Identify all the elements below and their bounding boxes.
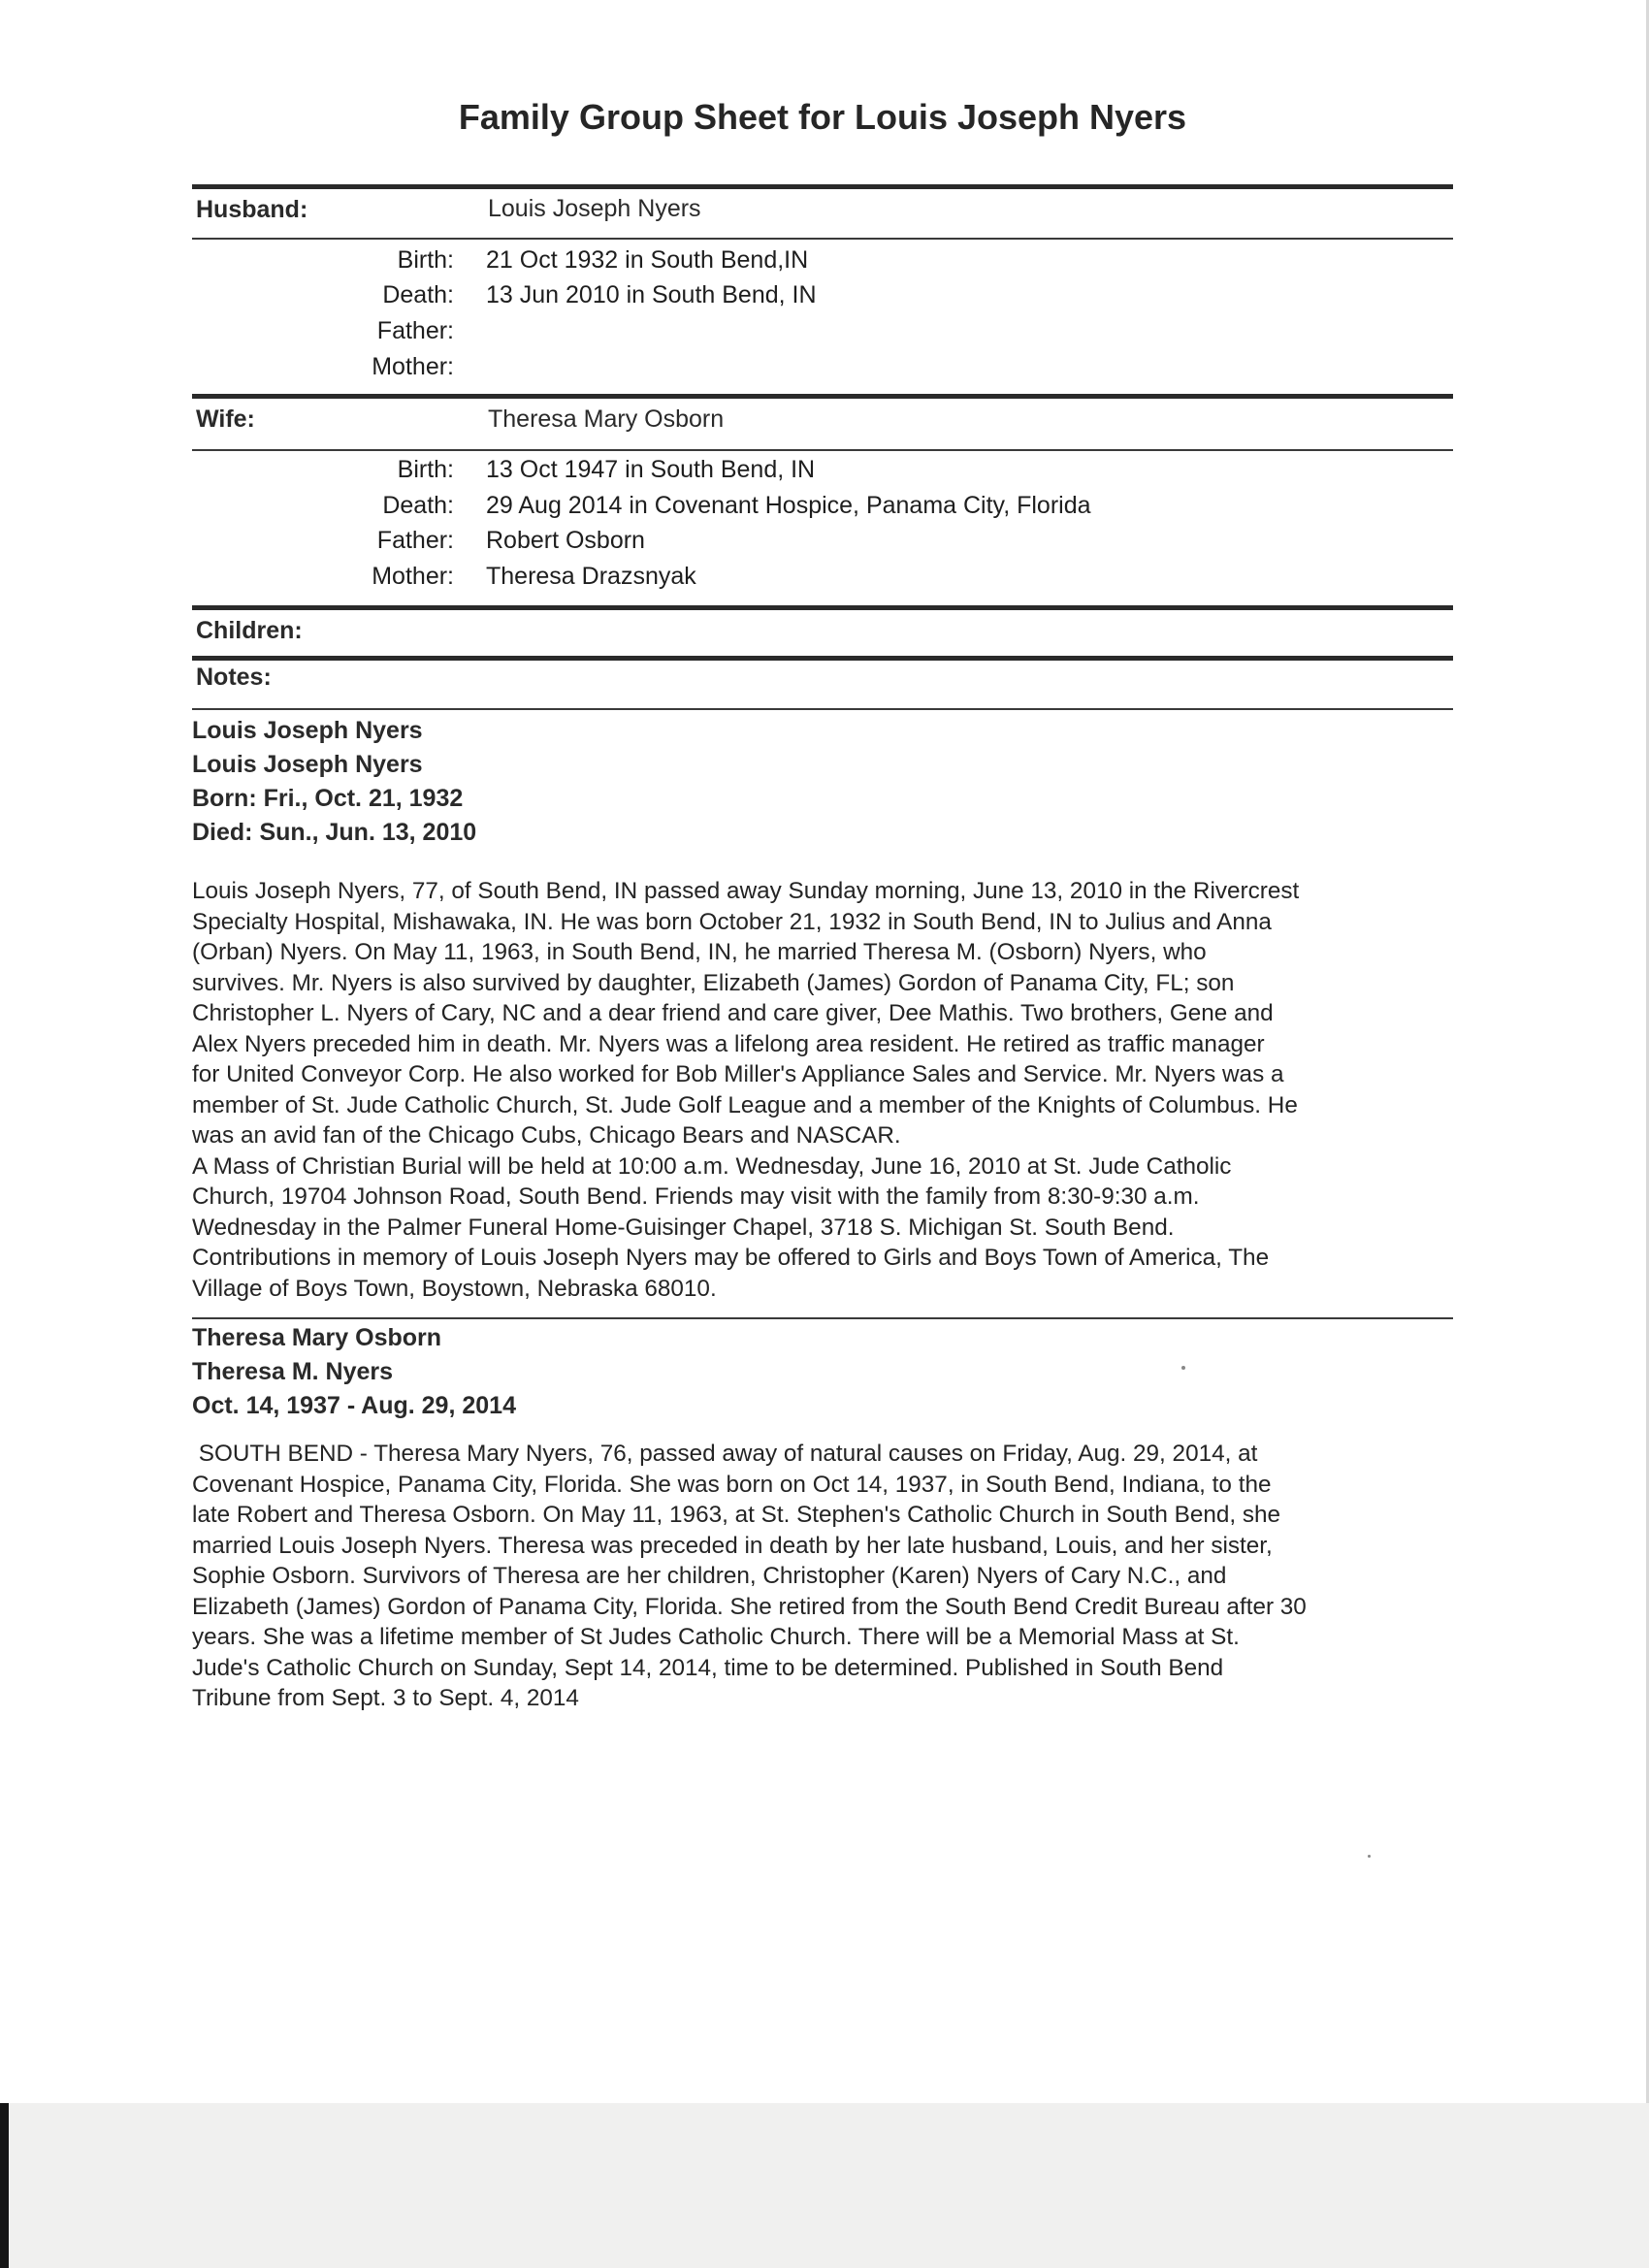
death-label: Death: <box>382 281 454 308</box>
husband-death-row <box>192 281 1453 316</box>
note-line: Tribune from Sept. 3 to Sept. 4, 2014 <box>192 1685 579 1711</box>
husband-birth-value: 21 Oct 1932 in South Bend,IN <box>486 246 809 274</box>
wife-death-row <box>192 492 1453 527</box>
wife-father-value: Robert Osborn <box>486 527 645 554</box>
note-heading-line: Louis Joseph Nyers <box>192 751 423 778</box>
father-label: Father: <box>376 527 454 554</box>
note-line: Alex Nyers preceded him in death. Mr. Nyers was a lifelong area resident. He retired as traffic manager <box>192 1030 1265 1057</box>
husband-mother-row <box>192 353 1453 388</box>
wife-birth-row <box>192 456 1453 491</box>
children-label: Children: <box>196 617 303 644</box>
notes-label: Notes: <box>196 664 272 691</box>
section-divider <box>192 449 1453 451</box>
note-line: Wednesday in the Palmer Funeral Home-Guisinger Chapel, 3718 S. Michigan St. South Bend. <box>192 1214 1175 1241</box>
note-line: years. She was a lifetime member of St Judes Catholic Church. There will be a Memorial Mass at St. <box>192 1624 1240 1650</box>
section-rule <box>192 184 1453 189</box>
note-line: member of St. Jude Catholic Church, St. Jude Golf League and a member of the Knights of Columbus. He <box>192 1091 1298 1118</box>
scan-speck <box>1181 1366 1185 1370</box>
section-rule <box>192 656 1453 661</box>
note-line: Village of Boys Town, Boystown, Nebraska 68010. <box>192 1275 717 1302</box>
mother-label: Mother: <box>372 353 454 380</box>
note-heading-line: Born: Fri., Oct. 21, 1932 <box>192 785 464 812</box>
note-line: was an avid fan of the Chicago Cubs, Chicago Bears and NASCAR. <box>192 1122 901 1149</box>
note-line: (Orban) Nyers. On May 11, 1963, in South Bend, IN, he married Theresa M. (Osborn) Nyers, who <box>192 939 1207 965</box>
wife-birth-value: 13 Oct 1947 in South Bend, IN <box>486 456 816 483</box>
note-line: Elizabeth (James) Gordon of Panama City, Florida. She retired from the South Bend Credit Bureau after 30 <box>192 1593 1307 1620</box>
note-line: Christopher L. Nyers of Cary, NC and a dear friend and care giver, Dee Mathis. Two brothers, Gene and <box>192 1000 1274 1026</box>
note-divider <box>192 1317 1453 1319</box>
wife-name: Theresa Mary Osborn <box>488 405 725 433</box>
note-line: late Robert and Theresa Osborn. On May 11, 1963, at St. Stephen's Catholic Church in South Bend, she <box>192 1502 1281 1528</box>
scanner-bed-margin <box>0 2103 1649 2268</box>
scan-speck <box>1368 1855 1371 1858</box>
husband-father-row <box>192 317 1453 352</box>
husband-name: Louis Joseph Nyers <box>488 195 701 222</box>
note-line: married Louis Joseph Nyers. Theresa was preceded in death by her late husband, Louis, and her sister, <box>192 1532 1273 1559</box>
mother-label: Mother: <box>372 563 454 590</box>
note-line: Contributions in memory of Louis Joseph Nyers may be offered to Girls and Boys Town of America, The <box>192 1245 1270 1271</box>
wife-label: Wife: <box>196 405 255 433</box>
father-label: Father: <box>376 317 454 344</box>
note-line: Church, 19704 Johnson Road, South Bend. Friends may visit with the family from 8:30-9:30 a.m. <box>192 1183 1200 1210</box>
wife-father-row <box>192 527 1453 562</box>
birth-label: Birth: <box>397 246 454 274</box>
page-title: Family Group Sheet for Louis Joseph Nyers <box>458 97 1187 137</box>
note-line: Specialty Hospital, Mishawaka, IN. He was born October 21, 1932 in South Bend, IN to Julius and Anna <box>192 908 1272 935</box>
note-line: A Mass of Christian Burial will be held at 10:00 a.m. Wednesday, June 16, 2010 at St. Jude Catholic <box>192 1152 1232 1180</box>
wife-mother-row <box>192 563 1453 598</box>
note-heading-line: Theresa M. Nyers <box>192 1358 394 1385</box>
note-line: Covenant Hospice, Panama City, Florida. She was born on Oct 14, 1937, in South Bend, Indiana, to the <box>192 1471 1272 1498</box>
death-label: Death: <box>382 492 454 519</box>
note-heading-line: Oct. 14, 1937 - Aug. 29, 2014 <box>192 1392 516 1419</box>
section-divider <box>192 238 1453 240</box>
husband-label: Husband: <box>196 196 308 223</box>
husband-death-value: 13 Jun 2010 in South Bend, IN <box>486 281 817 308</box>
note-line: Louis Joseph Nyers, 77, of South Bend, IN passed away Sunday morning, June 13, 2010 in the Rivercrest <box>192 878 1300 904</box>
note-line: Sophie Osborn. Survivors of Theresa are her children, Christopher (Karen) Nyers of Cary N.C., and <box>192 1563 1227 1589</box>
note-heading-line: Louis Joseph Nyers <box>192 717 423 744</box>
section-rule <box>192 394 1453 399</box>
note-line: for United Conveyor Corp. He also worked for Bob Miller's Appliance Sales and Service. Mr. Nyers was a <box>192 1061 1284 1087</box>
wife-death-value: 29 Aug 2014 in Covenant Hospice, Panama City, Florida <box>486 492 1091 519</box>
section-divider <box>192 708 1453 710</box>
note-heading-line: Died: Sun., Jun. 13, 2010 <box>192 819 477 846</box>
note-body-louis <box>192 876 1453 1304</box>
birth-label: Birth: <box>397 456 454 483</box>
note-line: Jude's Catholic Church on Sunday, Sept 14, 2014, time to be determined. Published in South Bend <box>192 1654 1224 1681</box>
husband-birth-row <box>192 246 1453 281</box>
note-heading-line: Theresa Mary Osborn <box>192 1324 442 1351</box>
section-rule <box>192 605 1453 610</box>
note-heading <box>192 714 476 850</box>
scanner-bed-edge <box>0 2103 9 2268</box>
note-line: survives. Mr. Nyers is also survived by daughter, Elizabeth (James) Gordon of Panama City, FL; son <box>192 969 1235 996</box>
note-body-theresa <box>192 1439 1453 1714</box>
note-line: SOUTH BEND - Theresa Mary Nyers, 76, passed away of natural causes on Friday, Aug. 29, 2014, at <box>192 1441 1258 1467</box>
wife-mother-value: Theresa Drazsnyak <box>486 563 696 590</box>
note-heading <box>192 1321 516 1423</box>
